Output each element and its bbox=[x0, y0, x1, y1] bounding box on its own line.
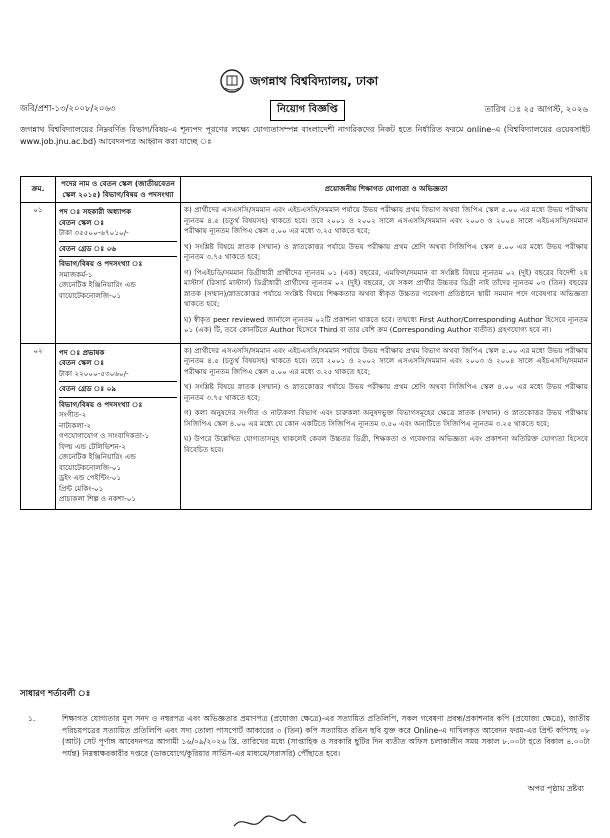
header-post: পদের নাম ও বেতন স্কেল (জাতীয়বেতন স্কেল ২০১৫) বিভাগ/বিষয় ও পদসংখ্যা bbox=[56, 177, 181, 203]
condition-text: শিক্ষাগত যোগ্যতার মূল সনদ ও নম্বরপত্র এবং অভিজ্ঞতার প্রমাণপত্র (প্রযোজ্য ক্ষেত্রে)-এর সত্যায়িত প্রতিলিপি, সকল গবেষণা প্রবন্ধ/প্রকাশনার কপি (প্রযোজ্য ক্ষেত্রে), জাতীয় পরিচয়পত্রের সত্যায়িত প্রতিলিপি এবং সদ্য তোলা পাসপোর্ট আকারের ৩ (তিন) কপি সত্যায়িত রঙিন ছবি যুক্ত করে Online-এ দাখিলকৃত আবেদন ফরম-এর প্রিন্ট কপিসহ ০৮ (আট) সেট পূর্ণাঙ্গ আবেদনপত্র আগামী ১৬/০৯/২০২৬ খ্রি. তারিখের মধ্যে (সাপ্তাহিক ও সরকারি ছুটির দিন ব্যতীত অফিস চলাকালীন সময় সকাল ৮.০০টা হতে বিকাল ৪.০০টা পর্যন্ত) নিম্নস্বাক্ষরকারীর দপ্তরে (ডাকযোগে/কুরিয়ার সার্ভিস-এর মাধ্যমে/সরাসরি) পৌঁছাতে হবে। bbox=[62, 714, 590, 758]
memo-number: জবি/প্রশা-১৩/২০০৮/২০৬৩ bbox=[20, 104, 116, 114]
header-serial: ক্রম. bbox=[21, 177, 56, 203]
qualification-cell bbox=[181, 203, 592, 344]
dept-item: প্রাচ্যকলা শিল্প ও নকশা-০১ bbox=[59, 494, 137, 503]
table-row bbox=[21, 343, 592, 509]
dept-item: জেনেটিক ইঞ্জিনিয়ারিং এন্ড বায়োটেকনোলজি-০১ bbox=[59, 280, 137, 300]
pay-label: বেতন স্কেল ঃ bbox=[59, 217, 105, 227]
university-logo bbox=[219, 68, 245, 94]
qualification-item: ঘ) স্বীকৃত peer reviewed জার্নালে ন্যূনতম ০২টি প্রকাশনা থাকতে হবে। তন্মধ্যে First Author/Corresponding Author হিসেবে ন্যূনতম ০১ (এক) টি, তবে কোনটিতে Author হিসেবে Third বা তার বেশি ক্রম (Corresponding Author ব্যতীত) গ্রহণযোগ্য হবে না। bbox=[184, 314, 588, 334]
pay-grade: বেতন গ্রেড ঃ ০৬ bbox=[59, 242, 177, 258]
post-block bbox=[59, 205, 177, 242]
dept-item: গণযোগাযোগ ও সাংবাদিকতা-১ bbox=[59, 431, 150, 440]
post-name: পদ ঃ প্রভাষক bbox=[59, 347, 105, 357]
qualification-item: ক) প্রার্থীদের এসএসসি/সমমান এবং এইচএসসি/সমমান পর্যায়ে উভয় পরীক্ষায় প্রথম বিভাগ অথবা জিপিএ স্কেল ৫.০০ এর মধ্যে উভয় পরীক্ষায় ন্যূনতম ৪.৫ (চতুর্থ বিষয়সহ) থাকতে হবে। তবে ২০০১ ও ২০০২ সালে এসএসসি/সমমান এবং ২০০৩ ও ২০০৪ সালে এইচএসসি/সমমান পরীক্ষায় ন্যূনতম জিপিএ স্কেল ৫.০০ এর মধ্যে ৩.২৫ থাকতে হবে; bbox=[184, 205, 588, 235]
qualification-item: খ) সংশ্লিষ্ট বিষয়ে স্নাতক (সম্মান) ও স্নাতকোত্তর পর্যায়ে উভয় পরীক্ষায় প্রথম শ্রেণি অথবা সিজিপিএ স্কেল ৪.০০ এর মধ্যে উভয় পরীক্ষায় ন্যূনতম ৩.৭৫ থাকতে হবে; bbox=[184, 382, 588, 402]
pay-grade: বেতন গ্রেড ঃ ০৯ bbox=[59, 382, 177, 398]
post-name: পদ ঃ সহকারী অধ্যাপক bbox=[59, 207, 132, 216]
dept-item: ফিল্ম এন্ড টেলিভিশন-২ bbox=[59, 441, 126, 451]
post-block bbox=[59, 346, 177, 383]
condition-number: ১. bbox=[28, 714, 36, 723]
dept-item: জেনেটিক ইঞ্জিনিয়ারিং এন্ড বায়োটেকনোলজি-০১ bbox=[59, 452, 137, 472]
dept-block bbox=[59, 398, 177, 507]
post-cell bbox=[56, 203, 181, 344]
dept-item: সমাজকর্ম-১ bbox=[59, 269, 93, 279]
dept-item: নাট্যকলা-২ bbox=[59, 420, 92, 430]
row-serial: ০২ bbox=[21, 343, 56, 509]
general-conditions-title: সাধারণ শর্তাবলী ঃ bbox=[20, 689, 91, 699]
dept-label: বিভাগ/বিষয় ও পদসংখ্যা ঃ bbox=[59, 259, 143, 268]
notice-title: নিয়োগ বিজ্ঞপ্তি bbox=[270, 100, 345, 121]
continued-note: অপর পৃষ্ঠায় দ্রষ্টব্য bbox=[527, 784, 584, 793]
qualification-item: গ) কলা অনুষদের সংগীত ও নাট্যকলা বিভাগ এবং চারুকলা অনুষদভুক্ত বিভাগসমূহের ক্ষেত্রে স্নাতক (সম্মান) ও স্নাতকোত্তর উভয় পরীক্ষায় সিজিপিএ স্কেল ৪.০০ এর মধ্যে যে কোন একটিতে সিজিপিএ ন্যূনতম ৩.৫০ এবং অন্যটিতে সিজিপিএ ন্যূনতম ৩.২৫ থাকতে হবে; bbox=[184, 408, 588, 428]
intro-paragraph: জগন্নাথ বিশ্ববিদ্যালয়ের নিম্নবর্ণিত বিভাগ/বিষয়-এ শূন্যপদ পূরণের লক্ষ্যে যোগ্যতাসম্পন্ন বাংলাদেশী নাগরিকদের নিকট হতে নির্ধারিত ফরমে online-এ (বিশ্ববিদ্যালয়ের ওয়েবসাইট www.job.jnu.ac.bd) আবেদনপত্র আহ্বান করা যাচ্ছে ঃ bbox=[20, 125, 590, 146]
pay-label: বেতন স্কেল ঃ bbox=[59, 358, 105, 367]
signature-scribble bbox=[230, 810, 310, 834]
condition-item bbox=[20, 713, 590, 759]
dept-item: সংগীত-২ bbox=[59, 410, 87, 419]
qualification-item: ক) প্রার্থীদের এসএসসি/সমমান এবং এইচএসসি/সমমান পর্যায়ে উভয় পরীক্ষায় প্রথম বিভাগ অথবা জিপিএ স্কেল ৫.০০ এর মধ্যে উভয় পরীক্ষায় ন্যূনতম ৪.৫ (চতুর্থ বিষয়সহ) থাকতে হবে। তবে ২০০১ ও ২০০২ সালে এসএসসি/সমমান এবং ২০০৩ ও ২০০৪ সালে এইচএসসি/সমমান পরীক্ষায় ন্যূনতম জিপিএ স্কেল ৫.০০ এর মধ্যে ৩.২৫ থাকতে হবে; bbox=[184, 345, 588, 376]
dept-block bbox=[59, 257, 177, 303]
post-cell bbox=[56, 343, 181, 509]
header-qualification: প্রয়োজনীয় শিক্ষাগত যোগ্যতা ও অভিজ্ঞতা bbox=[181, 177, 592, 203]
notice-date: তারিখ ঃ ২৫ আগস্ট, ২০২৬ bbox=[484, 105, 588, 115]
dept-label: বিভাগ/বিষয় ও পদসংখ্যা ঃ bbox=[59, 399, 143, 409]
qualification-cell bbox=[181, 343, 592, 509]
university-name: জগন্নাথ বিশ্ববিদ্যালয়, ঢাকা bbox=[250, 74, 379, 88]
table-header-row bbox=[21, 177, 592, 203]
dept-item: প্রিন্ট মেকিং-০১ bbox=[59, 483, 104, 493]
dept-item: ড্রইং এন্ড পেইন্টিং-০১ bbox=[59, 473, 122, 482]
pay-scale: টাকা ৩৫৫০০-৬৭০১০/- bbox=[59, 228, 129, 237]
row-serial: ০১ bbox=[21, 203, 56, 344]
vacancy-table bbox=[20, 176, 592, 510]
table-row bbox=[21, 203, 592, 344]
pay-scale: টাকা ২২০০০-৫৩০৬০/- bbox=[59, 368, 129, 378]
qualification-item: ঘ) উপরে উল্লেখিত যোগ্যতাসমূহ থাকলেই কেবল উচ্চতর ডিগ্রী, শিক্ষকতা ও গবেষণার অভিজ্ঞতা এবং প্রকাশনা অতিরিক্ত যোগ্যতা হিসেবে বিবেচিত হবে। bbox=[184, 434, 588, 454]
qualification-item: খ) সংশ্লিষ্ট বিষয়ে স্নাতক (সম্মান) ও স্নাতকোত্তর পর্যায়ে উভয় পরীক্ষায় প্রথম শ্রেণি অথবা সিজিপিএ স্কেল ৪.০০ এর মধ্যে উভয় পরীক্ষায় ন্যূনতম ৩.৭৫ থাকতে হবে; bbox=[184, 241, 588, 261]
qualification-item: গ) পিএইচডি/সমমান ডিগ্রীধারী প্রার্থীদের ন্যূনতম ০১ (এক) বছরের, এমফিল/সমমান বা সংশ্লিষ্ট বিষয়ে ন্যূনতম ০২ (দুই) বছরের বিদেশী ২য় মাস্টার্স (রিসার্চ মাস্টার্স) ডিগ্রীধারী প্রার্থীদের ন্যূনতম ০২ (দুই) বছরের, যে সকল প্রার্থীর উচ্চতর ডিগ্রী নাই তাঁদের ন্যূনতম ০৩ (তিন) বছরের স্নাতক (সম্মান)/স্নাতকোত্তর পর্যায়ে সংশ্লিষ্ট বিষয়ে শিক্ষকতার অথবা স্বীকৃত উচ্চতর গবেষণা প্রতিষ্ঠানে স্থায়ী সমমান পদে গবেষণার অভিজ্ঞতা থাকতে হবে; bbox=[184, 267, 588, 308]
